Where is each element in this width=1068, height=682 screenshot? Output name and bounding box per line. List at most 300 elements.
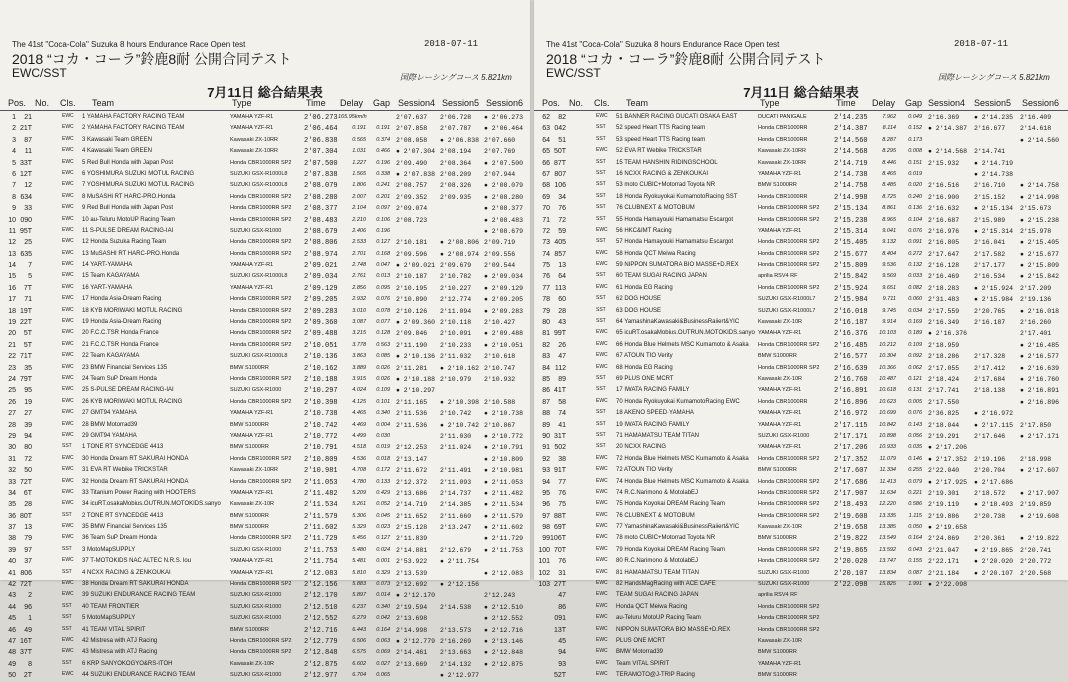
cell-class: EWC [62,204,74,211]
cell-pos: 26 [8,398,16,406]
cell-session5: 2'07.787 [440,125,472,133]
cell-delay: 2.210 [352,216,366,223]
cell-pos: 44 [8,603,16,611]
table-row [534,237,1068,248]
cell-session6: ● 2'12.848 [484,649,524,657]
cell-no: 635 [20,250,32,258]
cell-delay: 8.725 [882,193,896,200]
table-row [0,590,530,601]
cell-time: 2'22.098 [834,581,868,590]
table-row [534,590,1068,601]
cell-session4: 2'16.687 [928,216,960,224]
cell-class: EWC [62,340,74,347]
cell-delay: 8.295 [882,148,896,155]
cell-type: Honda CBR1000RR SP2 [230,341,292,348]
cell-session5: ● 2'15.314 [974,227,1014,235]
table-row [0,192,530,203]
cell-pos: 1 [12,114,16,121]
cell-time: 2'19.822 [834,535,868,544]
cell-delay: 4.125 [352,398,366,405]
cell-delay: 4.024 [352,387,366,394]
cell-team: 14 YART-YAMAHA [82,262,133,269]
cell-delay: 8.485 [882,182,896,189]
cell-session6: 2'14.618 [1020,125,1052,133]
table-row [0,351,530,362]
table-row [534,613,1068,624]
cell-delay: 4.708 [352,467,366,474]
page-title: 2018 “コカ・コーラ”鈴鹿8耐 公開合同テスト [12,51,292,67]
table-row [534,670,1068,681]
table-row [0,135,530,146]
cell-type: SUZUKI GSX-R1000 [230,387,282,394]
cell-no: 72T [19,478,32,486]
cell-class: EWC [596,261,608,268]
cell-session5: 2'16.187 [974,319,1006,327]
cell-team: 11 S-PULSE DREAM RACING-IAI [82,227,174,234]
cell-team: 12 Honda Suzuka Racing Team [82,239,167,246]
cell-no: 8 [28,660,32,668]
cell-time: 2'08.679 [304,227,338,236]
cell-session5: 2'18.572 [974,489,1006,497]
cell-class: EWC [596,671,608,678]
cell-time: 2'08.280 [304,193,338,202]
cell-session5: 2'14.385 [440,501,472,509]
cell-team: 17 Honda Asia-Dream Racing [82,296,162,303]
cell-session6: ● 2'09.034 [484,273,524,281]
table-row [534,294,1068,305]
class-label: EWC/SST [546,66,601,80]
cell-session4: 2'11.165 [396,398,428,406]
cell-time: 2'17.352 [834,455,868,464]
cell-team: 1 YAMAHA FACTORY RACING TEAM [82,114,185,120]
cell-no: 33T [19,159,32,167]
cell-type: Honda CBR1000RR SP2 [758,558,820,565]
table-row [534,192,1068,203]
cell-gap: 0.013 [376,273,390,280]
cell-gap: 0.065 [376,672,390,679]
cell-delay: 5.481 [352,558,366,565]
cell-type: SUZUKI GSX-R1000 [230,546,282,553]
cell-team: 52 EVA RT Webike TRICKSTAR [616,148,702,155]
cell-delay: 2.701 [352,250,366,257]
cell-session5: 2'17.412 [974,364,1006,372]
cell-time: 2'15.984 [834,296,868,305]
cell-class: SST [596,409,606,416]
cell-type: YAMAHA YZF-R1 [230,569,274,576]
class-label: EWC/SST [12,66,67,80]
results-table-left [0,112,530,682]
table-row [0,408,530,419]
cell-session5: 2'12.774 [440,296,472,304]
cell-session4: 2'17.647 [928,250,960,258]
cell-time: 2'14.738 [834,170,868,179]
cell-type: Honda CBR1000RR SP2 [758,284,820,291]
cell-gap: 0.136 [908,205,922,212]
cell-type: YAMAHA YZF-R1 [758,170,802,177]
cell-session4: 2'14.719 [396,501,428,509]
cell-time: 2'17.607 [834,467,868,476]
cell-class: EWC [62,477,74,484]
cell-session4: 2'07.858 [396,125,428,133]
cell-session6: 2'07.944 [484,170,516,178]
cell-session4: 2'10.181 [396,239,428,247]
cell-delay: 9.745 [882,307,896,314]
cell-type: BMW S1000RR [230,444,269,451]
cell-session6: 2'16.409 [1020,114,1052,121]
cell-class: EWC [62,431,74,438]
cell-delay: 10.933 [879,444,896,451]
cell-type: Honda CBR1000RR SP2 [230,159,292,166]
cell-session6: 2'20.741 [1020,546,1052,554]
cell-session4: 2'13.147 [396,455,428,463]
cell-gap: 0.023 [376,524,390,531]
cell-gap: 0.033 [908,273,922,280]
cell-type: Honda CBR1000RR SP2 [758,546,820,553]
table-row [0,317,530,328]
cell-team: 22 Team KAGAYAMA [82,353,140,360]
cell-delay: 4.469 [352,421,366,428]
cell-no: 33 [24,205,32,213]
cell-type: BMW S1000RR [230,364,269,371]
cell-team: 75 Honda Koyokai DREAM Racing Team [616,501,725,508]
cell-gap: 0.172 [376,467,390,474]
cell-time: 2'19.865 [834,546,868,555]
cell-no: 76 [558,558,566,566]
cell-gap: 0.018 [376,455,390,462]
cell-session6: ● 2'16.896 [1020,398,1060,406]
cell-session4: ● 2'19.658 [928,524,968,532]
cell-class: EWC [62,352,74,359]
cell-time: 2'16.972 [834,410,868,419]
cell-session6: ● 2'14.758 [1020,182,1060,190]
cell-session4: 2'13.669 [396,660,428,668]
col-team: Team [626,98,649,108]
cell-session6: ● 2'09.205 [484,296,524,304]
cell-class: EWC [596,614,608,621]
cell-gap: 0.091 [908,239,922,246]
cell-type: YAMAHA YZF-R1 [230,284,274,291]
cell-session5: 2'16.534 [974,273,1006,281]
cell-session4: 2'11.839 [396,535,428,543]
cell-time: 2'15.809 [834,262,868,271]
cell-delay: 165.95km/h [338,114,367,120]
cell-no: 857 [554,250,566,258]
cell-no: 27T [553,581,566,589]
cell-class: EWC [62,557,74,564]
cell-gap: 0.164 [908,535,922,542]
cell-no: 93 [558,660,566,668]
cell-no: 47 [558,353,566,361]
cell-pos: 73 [542,239,550,247]
cell-session5: ● 2'08.974 [440,250,480,258]
cell-session4: 2'14.881 [396,546,428,554]
cell-no: 5T [23,341,32,349]
cell-delay: 6.279 [352,615,366,622]
cell-class: EWC [62,226,74,233]
cell-no: 72 [24,455,32,463]
cell-delay: 5.810 [352,569,366,576]
cell-no: 76 [558,489,566,497]
cell-delay: 13.549 [879,535,896,542]
cell-pos: 100 [538,546,550,554]
cell-delay: 3.087 [352,319,366,326]
cell-team: 15 Team KAGAYAMA [82,273,140,280]
cell-delay: 6.237 [352,603,366,610]
cell-type: Honda CBR1000RR SP2 [758,615,820,622]
cell-session6: ● 2'11.602 [484,524,524,532]
cell-no: 37 [24,558,32,566]
cell-session6: ● 2'16.760 [1020,375,1060,383]
cell-class: EWC [62,591,74,598]
table-row [534,226,1068,237]
cell-time: 2'16.577 [834,353,868,362]
cell-session4: 2'08.058 [396,136,428,144]
cell-time: 2'09.021 [304,262,338,271]
cell-no: 35 [24,364,32,372]
cell-session4: 2'09.490 [396,159,428,167]
cell-class: EWC [596,477,608,484]
cell-gap: 0.146 [908,455,922,462]
cell-time: 2'07.304 [304,148,338,157]
cell-gap: 0.082 [908,284,922,291]
cell-type: Honda CBR1000RR SP2 [230,398,292,405]
cell-type: BMW S1000RR [230,421,269,428]
cell-class: SST [596,318,606,325]
cell-class: EWC [596,249,608,256]
cell-no: 50T [553,148,566,156]
cell-class: EWC [62,409,74,416]
cell-team: Team VITAL SPIRIT [616,660,670,667]
cell-time: 2'10.791 [304,444,338,453]
cell-no: 75 [558,501,566,509]
cell-team: 80 R.C.Narimono & MotolabEJ [616,558,699,565]
cell-no: 25 [24,239,32,247]
cell-gap: 0.008 [908,148,922,155]
cell-session6: ● 2'08.280 [484,193,524,201]
cell-time: 2'16.376 [834,330,868,339]
cell-pos: 19 [8,319,16,327]
table-row [0,625,530,636]
cell-session6: ● 2'12.716 [484,626,524,634]
cell-pos: 91 [542,444,550,452]
cell-session6: 2'10.747 [484,364,516,372]
cell-class: EWC [596,488,608,495]
cell-session4: 2'08.723 [396,216,428,224]
cell-session5: 2'17.177 [974,262,1006,270]
cell-pos: 5 [12,159,16,167]
cell-session4: 2'17.741 [928,387,960,395]
cell-session5: 2'11.094 [440,307,472,315]
cell-team: 58 Honda QCT Meiwa Racing [616,250,696,257]
cell-delay: 15.825 [879,581,896,588]
cell-class: EWC [62,648,74,655]
cell-class: EWC [62,295,74,302]
cell-session5: ● 2'14.235 [974,114,1014,121]
cell-no: 95 [24,387,32,395]
cell-type: Kawasaki ZX-10R [230,660,275,667]
cell-pos: 47 [8,637,16,645]
cell-team: 4 Kawasaki Team GREEN [82,148,152,155]
cell-gap: 0.076 [908,410,922,417]
cell-gap: 0.466 [376,148,390,155]
cell-type: Honda CBR1000RR SP2 [758,262,820,269]
cell-pos: 17 [8,296,16,304]
cell-class: EWC [62,534,74,541]
table-row [534,385,1068,396]
table-row [0,636,530,647]
cell-gap: 0.221 [908,489,922,496]
table-row [534,420,1068,431]
cell-session4: 2'14.461 [396,649,428,657]
cell-no: 71 [24,296,32,304]
cell-time: 2'06.273 [304,114,338,122]
cell-gap: 0.042 [376,615,390,622]
col-session5: Session5 [974,98,1012,108]
cell-no: 64 [558,273,566,281]
cell-delay: 11.334 [879,467,896,474]
cell-team: 68 Honda EG Racing [616,364,673,371]
cell-gap: 0.329 [376,569,390,576]
cell-gap: 0.133 [376,478,390,485]
cell-team: 7 YOSHIMURA SUZUKI MOTUL RACING [82,182,195,189]
cell-delay: 7.962 [882,114,896,120]
cell-no: 71T [19,353,32,361]
cell-session5: 2'17.684 [974,375,1006,383]
cell-time: 2'15.314 [834,227,868,236]
table-row [0,556,530,567]
cell-pos: 33 [8,478,16,486]
cell-class: SST [596,204,606,211]
cell-session5: ● 2'18.493 [974,501,1014,509]
cell-delay: 13.335 [879,512,896,519]
cell-no: 34 [558,193,566,201]
cell-type: Kawasaki ZX-10R [758,375,803,382]
cell-no: 99T [553,330,566,338]
cell-class: SST [596,420,606,427]
cell-session5: ● 2'06.838 [440,136,480,144]
cell-type: YAMAHA YZF-R1 [758,330,802,337]
col-type: Type [232,98,252,108]
cell-gap: 0.019 [376,444,390,451]
cell-gap: 1.115 [908,512,922,519]
cell-session4: 2'07.637 [396,114,428,121]
cell-no: 72T [19,581,32,589]
cell-time: 2'11.602 [304,524,338,533]
cell-session5: ● 2'19.865 [974,546,1014,554]
cell-team: 28 BMW Motorrad39 [82,421,138,428]
cell-pos: 98 [542,524,550,532]
cell-session5: 2'08.209 [440,170,472,178]
cell-no: 807 [554,170,566,178]
cell-team: Honda QCT Meiwa Racing [616,603,688,610]
cell-type: YAMAHA YZF-R1 [230,432,274,439]
cell-gap: 0.026 [376,364,390,371]
cell-type: Honda CBR1000RR SP2 [758,478,820,485]
cell-team: 35 BMW Financial Services 135 [82,524,168,531]
cell-no: 806 [20,569,32,577]
cell-gap: 0.340 [376,603,390,610]
cell-delay: 4.780 [352,478,366,485]
cell-class: EWC [596,636,608,643]
cell-pos: 45 [8,615,16,623]
table-row [534,215,1068,226]
cell-type: Honda CBR1000RR [758,193,808,200]
cell-class: EWC [596,454,608,461]
cell-pos: 8 [12,193,16,201]
cell-session4: 2'19.301 [928,489,960,497]
cell-type: Honda CBR1000RR SP2 [230,205,292,212]
cell-delay: 2.932 [352,296,366,303]
cell-delay: 13.385 [879,524,896,531]
cell-delay: 4.536 [352,455,366,462]
cell-time: 2'08.483 [304,216,338,225]
cell-type: SUZUKI GSX-R1000L7 [758,307,816,314]
cell-session5: ● 2'20.107 [974,569,1014,577]
cell-session5: 2'08.364 [440,159,472,167]
cell-delay: 6.602 [352,660,366,667]
table-row [0,123,530,134]
cell-team: 21 F.C.C.TSR Honda France [82,341,159,348]
cell-session6: ● 2'08.079 [484,182,524,190]
cell-delay: 13.747 [879,558,896,565]
cell-team: 79 Honda Koyokai DREAM Racing Team [616,546,725,553]
table-row [0,568,530,579]
cell-gap: 0.586 [908,501,922,508]
cell-session4: ● 2'10.297 [396,387,436,395]
cell-time: 2'20.020 [834,558,868,567]
cell-delay: 5.897 [352,592,366,599]
cell-session4: 2'11.536 [396,421,428,429]
cell-session5: ● 2'11.754 [440,558,480,566]
cell-team: BMW Motorrad39 [616,649,664,656]
cell-class: EWC [62,158,74,165]
cell-type: YAMAHA YZF-R1 [758,387,802,394]
cell-no: 89 [558,375,566,383]
cell-team: 39 SUZUKI ENDURANCE RACING TEAM [82,592,196,599]
cell-delay: 2.748 [352,262,366,269]
cell-session4: 2'12.692 [396,581,428,589]
cell-type: aprilia RSV4 RF [758,273,798,280]
cell-type: BMW S1000RR [758,672,797,679]
cell-gap: 0.049 [908,114,922,120]
cell-no: 5 [28,273,32,281]
cell-type: Honda CBR1000RR SP2 [758,239,820,246]
cell-session5: 2'10.118 [440,319,472,327]
cell-delay: 8.861 [882,205,896,212]
cell-time: 2'09.488 [304,330,338,339]
cell-team: 64 YamashinaKawasaki&BusinessRaiiert&YIC [616,319,740,326]
cell-class: SST [596,192,606,199]
cell-time: 2'15.405 [834,239,868,248]
cell-team: 10 au-Teluru MotoUP Racing Team [82,216,176,223]
cell-type: YAMAHA YZF-R1 [758,421,802,428]
cell-type: Honda CBR1000RR SP2 [230,296,292,303]
cell-delay: 10.487 [879,375,896,382]
cell-gap: 0.196 [376,159,390,166]
cell-delay: 2.406 [352,227,366,234]
cell-class: SST [596,374,606,381]
cell-delay: 8.404 [882,250,896,257]
cell-pos: 90 [542,432,550,440]
cell-class: EWC [596,397,608,404]
table-row [534,158,1068,169]
cell-type: BMW S1000RR [230,512,269,519]
cell-session5: 2'10.227 [440,284,472,292]
col-session5: Session5 [442,98,480,108]
cell-time: 2'11.482 [304,489,338,498]
cell-session4: ● 2'09.360 [396,319,436,327]
cell-session4: ● 2'09.021 [396,262,436,270]
